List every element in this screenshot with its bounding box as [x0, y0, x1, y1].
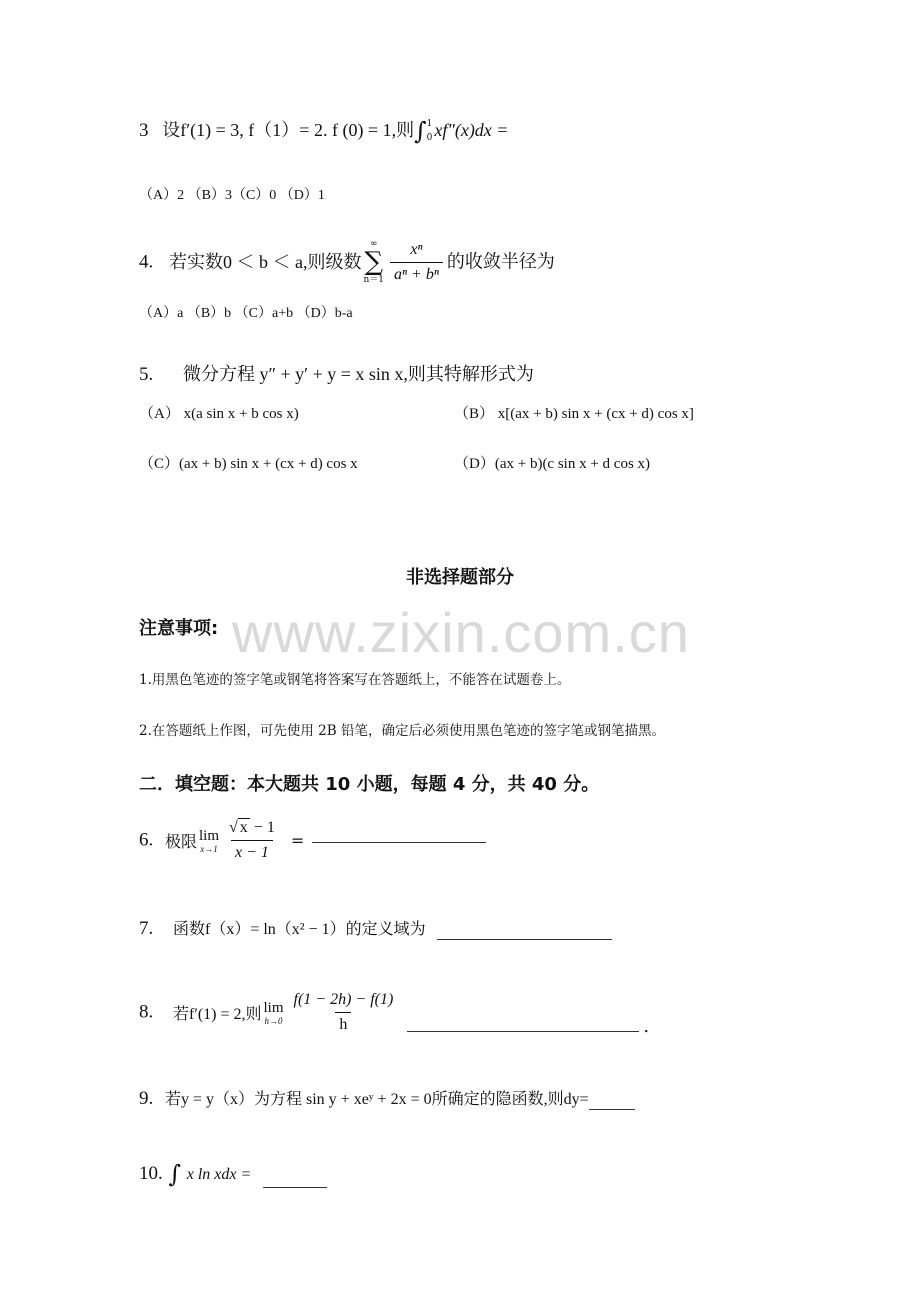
- answer-blank[interactable]: [407, 1027, 639, 1032]
- question-8: [139, 990, 649, 1037]
- notice-item-1: 1.用黑色笔迹的签字笔或钢笔将答案写在答题纸上，不能答在试题卷上。: [139, 672, 571, 688]
- question-3-options: （A）2 （B）3（C）0 （D）1: [139, 188, 325, 203]
- question-4: [139, 240, 555, 285]
- limit-word: lim: [263, 999, 284, 1016]
- question-4-prefix: 若实数0 ＜ b ＜ a,则级数: [168, 251, 362, 272]
- question-4-options: （A）a （B）b （C）a+b （D）b-a: [139, 306, 353, 321]
- integral-limits: [427, 117, 433, 145]
- answer-blank[interactable]: [263, 1183, 327, 1188]
- question-number: 10.: [139, 1163, 163, 1184]
- answer-blank[interactable]: [589, 1105, 635, 1110]
- integral-upper: 1: [426, 119, 433, 129]
- integral-icon: ∫: [414, 117, 427, 145]
- question-5: [139, 360, 534, 386]
- question-number: 5.: [139, 364, 154, 385]
- fill-in-section-title: 二．填空题：本大题共 10 小题，每题 4 分，共 40 分。: [139, 774, 600, 795]
- difference-quotient-fraction: [290, 990, 398, 1035]
- question-9-text: 若y = y（x）为方程 sin y + xeʸ + 2x = 0所确定的隐函数,则dy=: [164, 1091, 589, 1108]
- limit-operator: [264, 1000, 284, 1026]
- fraction-denominator: aⁿ + bⁿ: [390, 262, 443, 285]
- question-6-prefix: 极限: [164, 832, 197, 851]
- sqrt-radicand: x: [239, 819, 248, 836]
- question-5-option-d: （D）(ax + b)(c sin x + d cos x): [454, 456, 651, 472]
- section-title: 非选择题部分: [406, 567, 514, 588]
- question-3: [139, 116, 508, 145]
- question-number: 6.: [139, 829, 154, 851]
- limit-fraction: [225, 818, 279, 863]
- notice-item-2: 2.在答题纸上作图，可先使用 2B 铅笔，确定后必须使用黑色笔迹的签字笔或钢笔描黑。: [139, 723, 665, 739]
- sum-lower: n＝1: [363, 275, 385, 285]
- numerator-rest: − 1: [249, 819, 275, 836]
- question-3-integrand: xf″(x)dx =: [434, 120, 509, 140]
- watermark-text: www.zixin.com.cn: [232, 601, 690, 664]
- question-10: [139, 1160, 327, 1188]
- fraction-numerator: xⁿ: [410, 241, 423, 258]
- notice-title: 注意事项:: [139, 618, 219, 639]
- question-8-prefix: 若f′(1) = 2,则: [172, 1006, 262, 1023]
- question-10-text: x ln xdx =: [186, 1166, 252, 1183]
- question-number: 9.: [139, 1088, 154, 1109]
- answer-blank[interactable]: [437, 935, 612, 940]
- integral-lower: 0: [426, 133, 433, 143]
- question-number: 3: [139, 120, 149, 141]
- sum-upper: ∞: [370, 239, 378, 249]
- sqrt-icon: √: [229, 819, 238, 836]
- question-5-text: 微分方程 y″ + y′ + y = x sin x,则其特解形式为: [182, 364, 534, 384]
- question-3-prefix: 设f′(1) = 3, f（1）= 2. f (0) = 1,则: [162, 120, 415, 140]
- question-number: 8.: [139, 1001, 154, 1023]
- question-number: 4.: [139, 251, 154, 273]
- limit-subscript: h→0: [264, 1015, 283, 1026]
- integral-icon: ∫: [168, 1160, 181, 1188]
- question-number: 7.: [139, 918, 154, 939]
- question-7-text: 函数f（x）= ln（x² − 1）的定义域为: [172, 921, 426, 938]
- fraction-denominator: x − 1: [231, 840, 273, 863]
- limit-operator: [199, 828, 219, 854]
- summation-icon: ∞ ∑ n＝1: [363, 239, 385, 285]
- question-4-suffix: 的收敛半径为: [446, 251, 555, 273]
- equals-sign: =: [290, 831, 305, 850]
- question-5-option-b: （B） x[(ax + b) sin x + (cx + d) cos x]: [454, 406, 694, 422]
- question-6: [139, 818, 486, 863]
- question-5-option-a: （A） x(a sin x + b cos x): [139, 406, 299, 422]
- question-7: [139, 916, 612, 940]
- fraction-numerator: f(1 − 2h) − f(1): [293, 991, 394, 1008]
- series-term-fraction: [390, 240, 443, 285]
- answer-blank[interactable]: [312, 838, 486, 843]
- question-8-period: .: [643, 1015, 650, 1037]
- limit-word: lim: [199, 827, 220, 844]
- fraction-denominator: h: [335, 1012, 351, 1035]
- limit-subscript: x→1: [200, 843, 218, 854]
- question-5-option-c: （C）(ax + b) sin x + (cx + d) cos x: [139, 456, 358, 472]
- question-9: [139, 1086, 635, 1110]
